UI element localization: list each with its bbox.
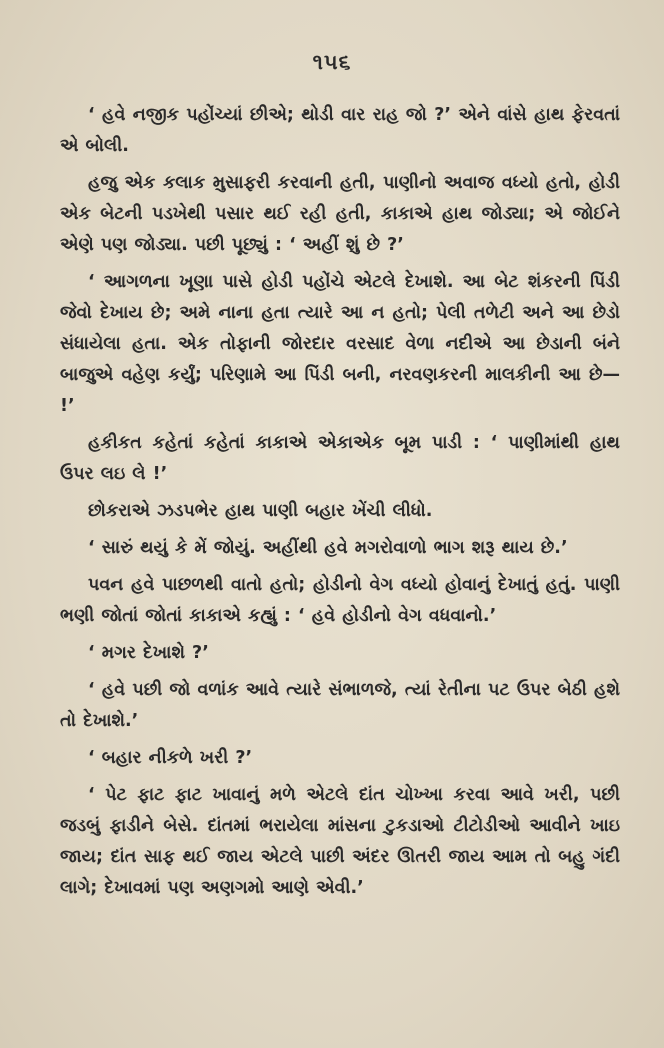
paragraph: પવન હવે પાછળથી વાતો હતો; હોડીનો વેગ વધ્યો હોવાનું દેખાતું હતું. પાણી ભણી જોતાં જોતાં કાકાએ કહ્યું : ‘ હવે હોડીનો વેગ વધવાનો.’ — [60, 575, 620, 626]
paragraph: ‘ આગળના ખૂણા પાસે હોડી પહોંચે એટલે દેખાશે. આ બેટ શંકરની પિંડી જેવો દેખાય છે; અમે નાના હતા ત્યારે આ ન હતો; પેલી તળેટી અને આ છેડો સંધાયેલા હતા. એક તોફાની જોરદાર વરસાદ વેળા નદીએ આ છેડાની બંને બાજુએ વહેણ કર્યું; પરિણામે આ પિંડી બની, નરવણકરની માલકીની આ છે— !’ — [60, 272, 620, 416]
paragraph: ‘ હવે નજીક પહોંચ્યાં છીએ; થોડી વાર રાહ જો ?’ એને વાંસે હાથ ફેરવતાં એ બોલી. — [60, 105, 620, 156]
paragraph: ‘ મગર દેખાશે ?’ — [88, 643, 209, 663]
paragraph: ‘ સારું થયું કે મેં જોયું. અહીંથી હવે મગરોવાળો ભાગ શરૂ થાય છે.’ — [88, 538, 568, 558]
paragraph: ‘ બહાર નીકળે ખરી ?’ — [88, 748, 253, 768]
paragraph: ‘ હવે પછી જો વળાંક આવે ત્યારે સંભાળજે, ત્યાં રેતીના પટ ઉપર બેઠી હશે તો દેખાશે.’ — [60, 680, 620, 731]
paragraph: છોકરાએ ઝડપભેર હાથ પાણી બહાર ખેંચી લીધો. — [88, 501, 433, 521]
paragraph: હકીકત કહેતાં કહેતાં કાકાએ એકાએક બૂમ પાડી : ‘ પાણીમાંથી હાથ ઉપર લઇ લે !’ — [60, 433, 620, 484]
paragraph: હજુ એક કલાક મુસાફરી કરવાની હતી, પાણીનો અવાજ વધ્યો હતો, હોડી એક બેટની પડખેથી પસાર થઈ રહી હતી, કાકાએ હાથ જોડ્યા; એ જોઈને એણે પણ જોડ્યા. પછી પૂછ્યું : ‘ અહીં શું છે ?’ — [60, 173, 620, 255]
body-text — [60, 100, 620, 910]
page-number: ૧૫૬ — [312, 50, 352, 74]
paragraph: ‘ પેટ ફાટ ફાટ ખાવાનું મળે એટલે દાંત ચોખ્ખા કરવા આવે ખરી, પછી જડબું ફાડીને બેસે. દાંતમાં ભરાયેલા માંસના ટુકડાઓ ટીટોડીઓ આવીને ખાઇ જાય; દાંત સાફ થઈ જાય એટલે પાછી અંદર ઊતરી જાય આમ તો બહુ ગંદી લાગે; દેખાવમાં પણ અણગમો આણે એવી.’ — [60, 785, 620, 898]
